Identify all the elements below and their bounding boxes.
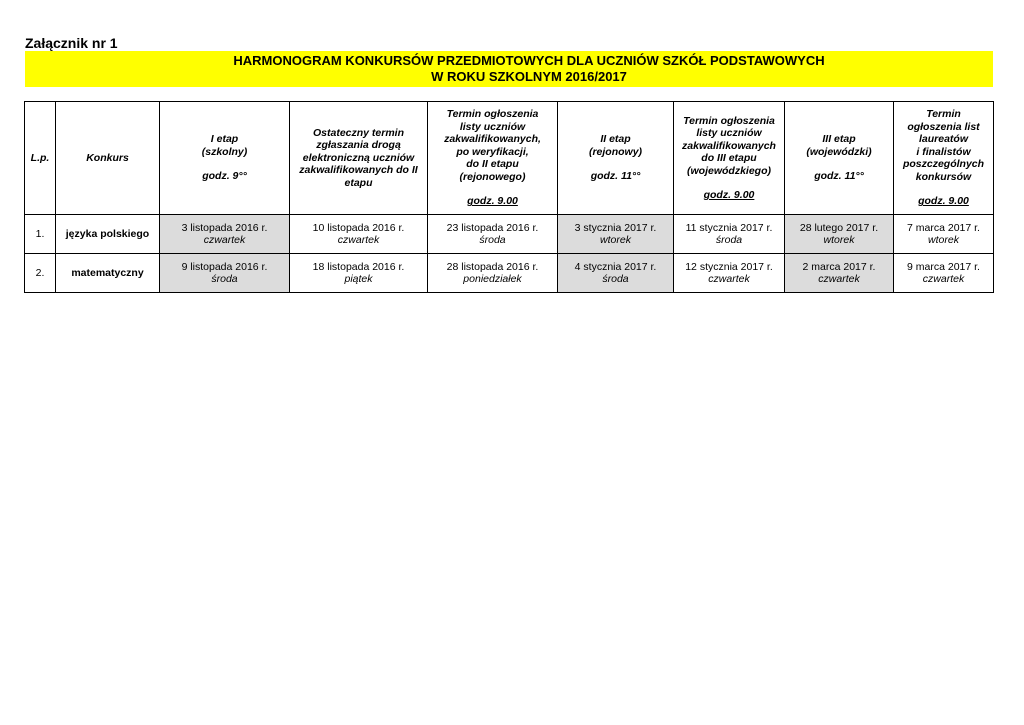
header-konkurs: Konkurs <box>56 102 160 215</box>
subject-cell: języka polskiego <box>56 215 160 254</box>
header-registration-deadline: Ostateczny termin zgłaszania drogą elektroniczną uczniów zakwalifikowanych do II etapu <box>290 102 428 215</box>
date-cell: 10 listopada 2016 r. czwartek <box>290 215 428 254</box>
title-banner <box>25 51 993 87</box>
row-number: 1. <box>25 215 56 254</box>
schedule-table <box>24 101 994 293</box>
date-cell: 11 stycznia 2017 r. środa <box>674 215 785 254</box>
header-winners-list: Termin ogłoszenia list laureatów i finalistów poszczególnych konkursów godz. 9.00 <box>894 102 994 215</box>
row-number: 2. <box>25 254 56 293</box>
title-line-2: W ROKU SZKOLNYM 2016/2017 <box>431 69 627 84</box>
header-row <box>25 102 994 215</box>
date-cell: 28 lutego 2017 r. wtorek <box>785 215 894 254</box>
header-stage3: III etap (wojewódzki) godz. 11°° <box>785 102 894 215</box>
date-cell: 23 listopada 2016 r. środa <box>428 215 558 254</box>
table-row <box>25 215 994 254</box>
header-lp: L.p. <box>25 102 56 215</box>
date-cell: 4 stycznia 2017 r. środa <box>558 254 674 293</box>
date-cell: 12 stycznia 2017 r. czwartek <box>674 254 785 293</box>
date-cell: 18 listopada 2016 r. piątek <box>290 254 428 293</box>
subject-cell: matematyczny <box>56 254 160 293</box>
date-cell: 7 marca 2017 r. wtorek <box>894 215 994 254</box>
header-stage2-list: Termin ogłoszenia listy uczniów zakwalifikowanych, po weryfikacji, do II etapu (rejonowego) godz. 9.00 <box>428 102 558 215</box>
date-cell: 3 listopada 2016 r. czwartek <box>160 215 290 254</box>
table-row <box>25 254 994 293</box>
date-cell: 3 stycznia 2017 r. wtorek <box>558 215 674 254</box>
header-stage2: II etap (rejonowy) godz. 11°° <box>558 102 674 215</box>
date-cell: 9 listopada 2016 r. środa <box>160 254 290 293</box>
header-stage1: I etap (szkolny) godz. 9°° <box>160 102 290 215</box>
header-stage3-list: Termin ogłoszenia listy uczniów zakwalifikowanych do III etapu (wojewódzkiego) godz. 9.00 <box>674 102 785 215</box>
date-cell: 9 marca 2017 r. czwartek <box>894 254 994 293</box>
date-cell: 2 marca 2017 r. czwartek <box>785 254 894 293</box>
title-line-1: HARMONOGRAM KONKURSÓW PRZEDMIOTOWYCH DLA UCZNIÓW SZKÓŁ PODSTAWOWYCH <box>233 53 825 68</box>
annex-label: Załącznik nr 1 <box>25 35 118 51</box>
date-cell: 28 listopada 2016 r. poniedziałek <box>428 254 558 293</box>
